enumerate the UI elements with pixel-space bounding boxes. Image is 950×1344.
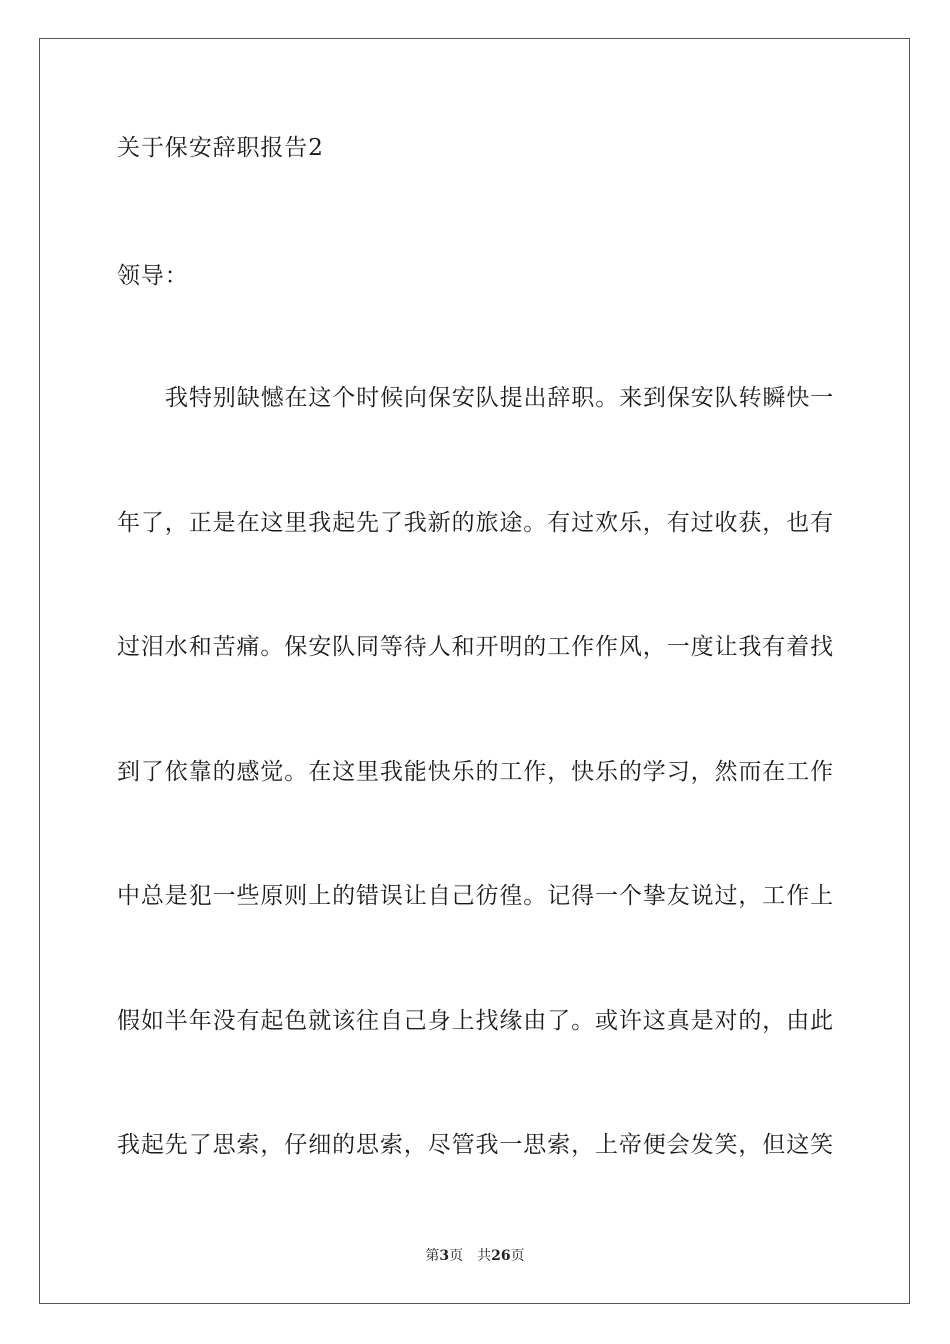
page-border bbox=[39, 38, 910, 1304]
body-line-6: 假如半年没有起色就该往自己身上找缘由了。或许这真是对的，由此 bbox=[117, 1008, 834, 1034]
body-line-1: 我特别缺憾在这个时候向保安队提出辞职。来到保安队转瞬快一 bbox=[165, 385, 835, 411]
footer-page-prefix: 第 bbox=[425, 1248, 440, 1264]
body-line-4: 到了依靠的感觉。在这里我能快乐的工作，快乐的学习，然而在工作 bbox=[117, 759, 834, 785]
footer-total-pages: 26 bbox=[491, 1248, 511, 1264]
footer-page-number: 3 bbox=[439, 1248, 450, 1264]
page-footer bbox=[0, 1247, 950, 1265]
body-line-5: 中总是犯一些原则上的错误让自己彷徨。记得一个挚友说过，工作上 bbox=[117, 883, 834, 909]
body-line-7: 我起先了思索，仔细的思索，尽管我一思索，上帝便会发笑，但这笑 bbox=[117, 1132, 834, 1158]
body-line-2: 年了，正是在这里我起先了我新的旅途。有过欢乐，有过收获，也有 bbox=[117, 510, 834, 536]
body-line-3: 过泪水和苦痛。保安队同等待人和开明的工作作风，一度让我有着找 bbox=[117, 634, 834, 660]
footer-page-suffix: 页 bbox=[449, 1248, 464, 1264]
footer-total-prefix: 共 bbox=[477, 1248, 492, 1264]
document-title: 关于保安辞职报告2 bbox=[117, 135, 324, 161]
salutation: 领导： bbox=[117, 263, 189, 289]
footer-total-suffix: 页 bbox=[510, 1248, 525, 1264]
